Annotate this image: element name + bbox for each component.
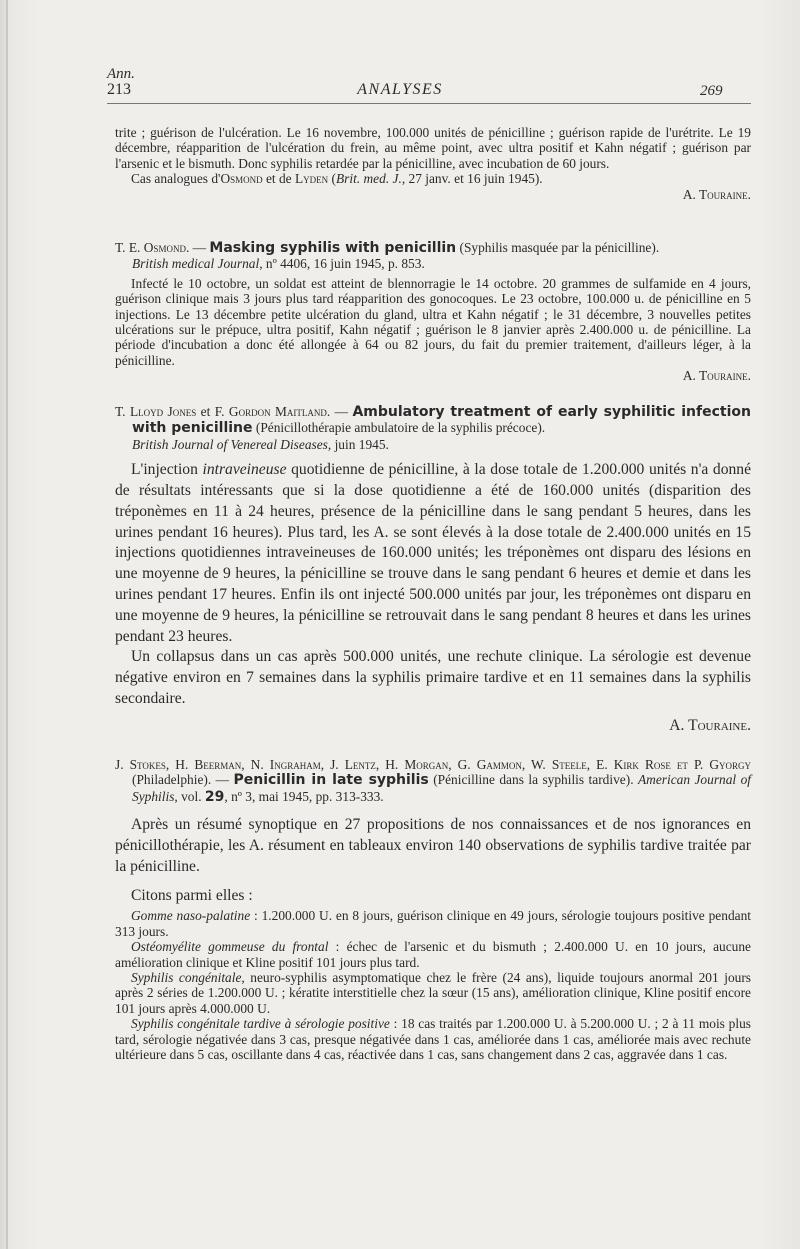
running-header-title: ANALYSES xyxy=(357,81,443,98)
reference-stokes: J. Stokes, H. Beerman, N. Ingraham, J. Lentz, H. Morgan, G. Gammon, W. Steele, E. Kirk Rose et P. Gyorgy (Philadelphie). — Penicillin in late syphilis (Pénicilline dans la syphilis tardive). American Journal of Syphilis, vol. 29, nº 3, mai 1945, pp. 313-333. xyxy=(115,757,751,805)
continuation-block xyxy=(115,125,751,202)
signature: A. Touraine. xyxy=(682,186,751,202)
review-osmond xyxy=(115,240,751,384)
signature: A. Touraine. xyxy=(682,368,751,384)
abstract-lloyd-jones: L'injection intraveineuse quotidienne de pénicilline, à la dose totale de 1.200.000 unités n'a donné de résultats intéressants que si la dose quotidienne a été de 160.000 unités (disparition des tréponèmes en 11 à 24 heures, présence de la pénicilline dans le sang pendant 5 heures, dans les urines pendant 16 heures). Plus tard, les A. se sont élevés à la dose totale de 2.400.000 unités en 15 injections quotidiennes intraveineuses de 160.000 unités; les tréponèmes ont disparu des lésions en une moyenne de 9 heures, la pénicilline se trouve dans le sang pendant 6 heures et demie et dans les urines pendant 17 heures. Enfin ils ont injecté 500.000 unités par jour, les tréponèmes ont disparu en une moyenne de 9 heures, la pénicilline se retrouvait dans le sang pendant 8 heures et dans les urines pendant 23 heures. xyxy=(115,461,752,645)
abstract-lloyd-jones-2: Un collapsus dans un cas après 500.000 unités, une rechute clinique. La sérologie est devenue négative environ en 7 semaines dans la syphilis primaire tardive et en 11 semaines dans la syphilis secondaire. xyxy=(115,648,751,707)
signature: A. Touraine. xyxy=(669,716,751,734)
abstract-stokes: Après un résumé synoptique en 27 propositions de nos connaissances et de nos ignorances en pénicillothérapie, les A. résument en tableaux environ 140 observations de syphilis tardive traitée par la pénicilline. xyxy=(115,816,751,875)
list-item: Ostéomyélite gommeuse du frontal : échec de l'arsenic et du bismuth ; 2.400.000 U. en 10 jours, aucune amélioration clinique et Kline positif 101 jours plus tard. xyxy=(115,939,752,970)
running-header-journal: Ann. xyxy=(107,66,135,82)
header-rule xyxy=(107,103,751,104)
reference-osmond: T. E. Osmond. — Masking syphilis with penicillin (Syphilis masquée par la pénicilline). British medical Journal, nº 4406, 16 juin 1945, p. 853. xyxy=(115,240,660,272)
continuation-text: trite ; guérison de l'ulcération. Le 16 novembre, 100.000 unités de pénicilline ; guérison rapide de l'urétrite. Le 19 décembre, réapparition de l'ulcération du frein, au même point, avec ultra positif et Kahn négatif ; guérison par l'arsenic et le bismuth. Donc syphilis retardée par la pénicilline, avec incubation de 60 jours. xyxy=(115,125,751,171)
abstract-osmond: Infecté le 10 octobre, un soldat est atteint de blennorragie le 14 octobre. 20 grammes de sulfamide en 4 jours, guérison clinique mais 3 jours plus tard réapparition des gonocoques. Le 23 octobre, 100.000 u. de pénicilline en 5 injections. Le 13 décembre petite ulcération du gland, ultra et Kahn négatif ; le 31 décembre, 3 nouvelles petites ulcérations sur le prépuce, ultra positif, Kahn négatif ; guérison le 8 janvier après 2.400.000 u. de pénicilline. La période d'incubation a donc été allongée à 64 ou 82 jours, du fait du premier traitement, d'ailleurs léger, à la pénicilline. xyxy=(115,275,751,368)
continuation-note: Cas analogues d'Osmond et de Lyden (Brit. med. J., 27 janv. et 16 juin 1945). xyxy=(131,171,543,187)
reference-lloyd-jones: T. Lloyd Jones et F. Gordon Maitland. — Ambulatory treatment of early syphilitic infection with penicilline (Pénicillothérapie ambulatoire de la syphilis précoce). British Journal of Venereal Diseases, juin 1945. xyxy=(115,404,751,452)
list-item: Gomme naso-palatine : 1.200.000 U. en 8 jours, guérison clinique en 49 jours, sérologie toujours positive pendant 313 jours. xyxy=(115,908,751,939)
review-stokes xyxy=(115,757,751,1062)
page-number: 269 xyxy=(700,83,723,99)
page-binding-edge xyxy=(6,0,8,1249)
running-header-volume: 213 xyxy=(107,81,131,98)
case-list xyxy=(115,908,751,1062)
review-lloyd-jones xyxy=(115,404,751,737)
abstract-stokes-intro: Citons parmi elles : xyxy=(131,886,253,904)
list-item: Syphilis congénitale, neuro-syphilis asymptomatique chez le frère (24 ans), liquide toujours anormal 201 jours après 2 séries de 1.200.000 U. ; kératite interstitielle chez la sœur (15 ans), amélioration clinique, Kline positif encore 101 jours après 4.000.000 U. xyxy=(115,970,751,1016)
list-item: Syphilis congénitale tardive à sérologie positive : 18 cas traités par 1.200.000 U. à 5.200.000 U. ; 2 à 11 mois plus tard, sérologie négativée dans 3 cas, presque négativée dans 1 cas, améliorée dans 1 cas, améliorée mais avec rechute ultérieure dans 5 cas, oscillante dans 4 cas, réactivée dans 1 cas, sans changement dans 2 cas, aggravée dans 1 cas. xyxy=(115,1016,751,1063)
